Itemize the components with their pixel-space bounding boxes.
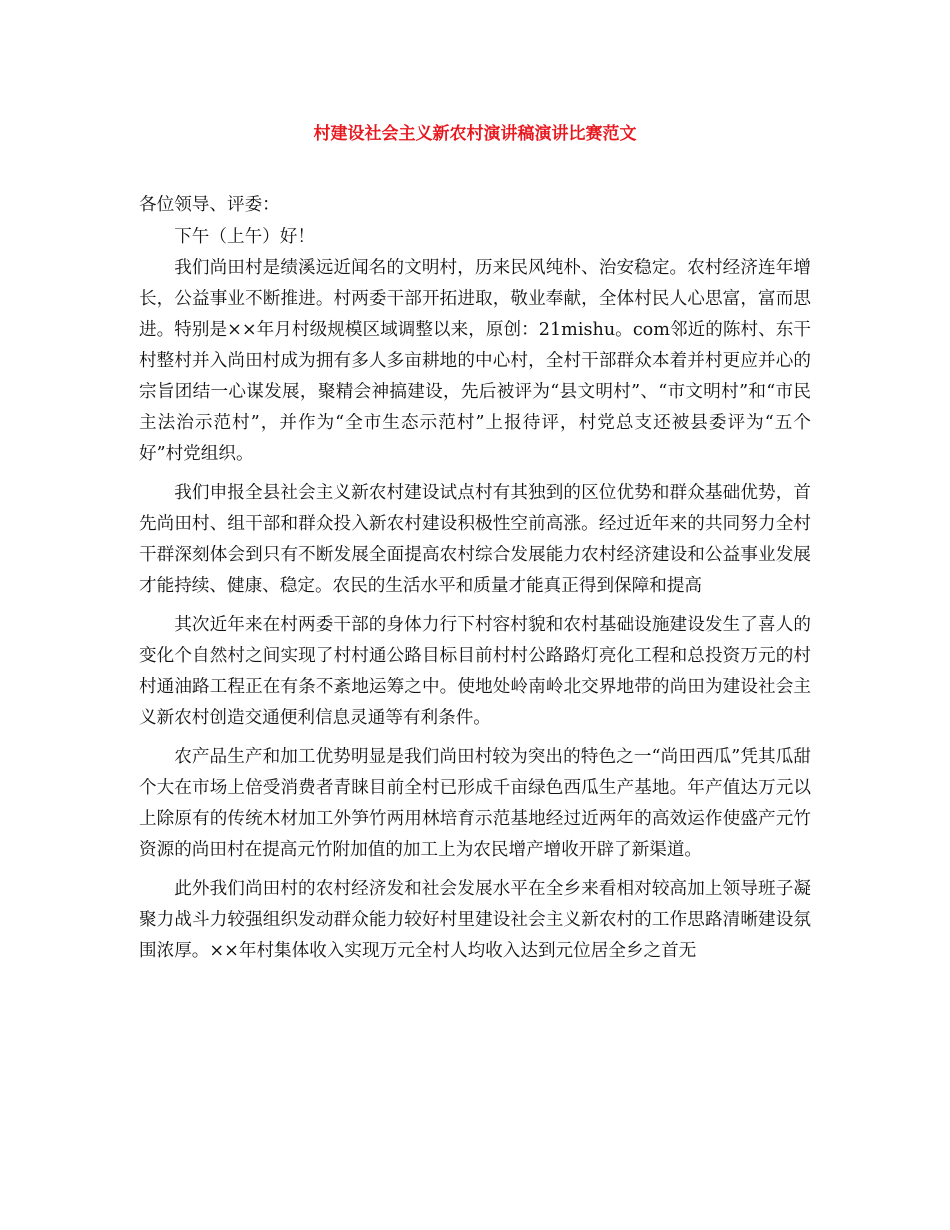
salutation: 各位领导、评委： bbox=[139, 195, 280, 215]
body-paragraph: 其次近年来在村两委干部的身体力行下村容村貌和农村基础设施建设发生了喜人的变化个自然村之间实现了村村通公路目标目前村村公路路灯亮化工程和总投资万元的村村通油路工程正在有条不紊地运筹之中。使地处岭南岭北交界地带的尚田为建设社会主义新农村创造交通便利信息灵通等有利条件。 bbox=[139, 615, 811, 728]
body-paragraph: 农产品生产和加工优势明显是我们尚田村较为突出的特色之一“尚田西瓜”凭其瓜甜个大在市场上倍受消费者青睐目前全村已形成千亩绿色西瓜生产基地。年产值达万元以上除原有的传统木材加工外笋竹两用林培育示范基地经过近两年的高效运作使盛产元竹资源的尚田村在提高元竹附加值的加工上为农民增产增收开辟了新渠道。 bbox=[139, 747, 811, 860]
document-body bbox=[139, 190, 811, 967]
body-paragraph: 我们申报全县社会主义新农村建设试点村有其独到的区位优势和群众基础优势，首先尚田村、组干部和群众投入新农村建设积极性空前高涨。经过近年来的共同努力全村干群深刻体会到只有不断发展全面提高农村综合发展能力农村经济建设和公益事业发展才能持续、健康、稳定。农民的生活水平和质量才能真正得到保障和提高 bbox=[139, 483, 811, 596]
document-title: 村建设社会主义新农村演讲稿演讲比赛范文 bbox=[313, 124, 637, 144]
greeting-paragraph: 下午（上午）好！ bbox=[174, 227, 315, 247]
body-paragraph: 此外我们尚田村的农村经济发和社会发展水平在全乡来看相对较高加上领导班子凝聚力战斗力较强组织发动群众能力较好村里建设社会主义新农村的工作思路清晰建设氛围浓厚。××年村集体收入实现万元全村人均收入达到元位居全乡之首无 bbox=[139, 879, 811, 961]
body-paragraph: 我们尚田村是绩溪远近闻名的文明村，历来民风纯朴、治安稳定。农村经济连年增长，公益事业不断推进。村两委干部开拓进取，敬业奉献，全体村民人心思富，富而思进。特别是××年月村级规模区域调整以来，原创：21mishu。com邻近的陈村、东干村整村并入尚田村成为拥有多人多亩耕地的中心村，全村干部群众本着并村更应并心的宗旨团结一心谋发展，聚精会神搞建设，先后被评为“县文明村”、“市文明村”和“市民主法治示范村”，并作为“全市生态示范村”上报待评，村党总支还被县委评为“五个好”村党组织。 bbox=[139, 258, 811, 464]
